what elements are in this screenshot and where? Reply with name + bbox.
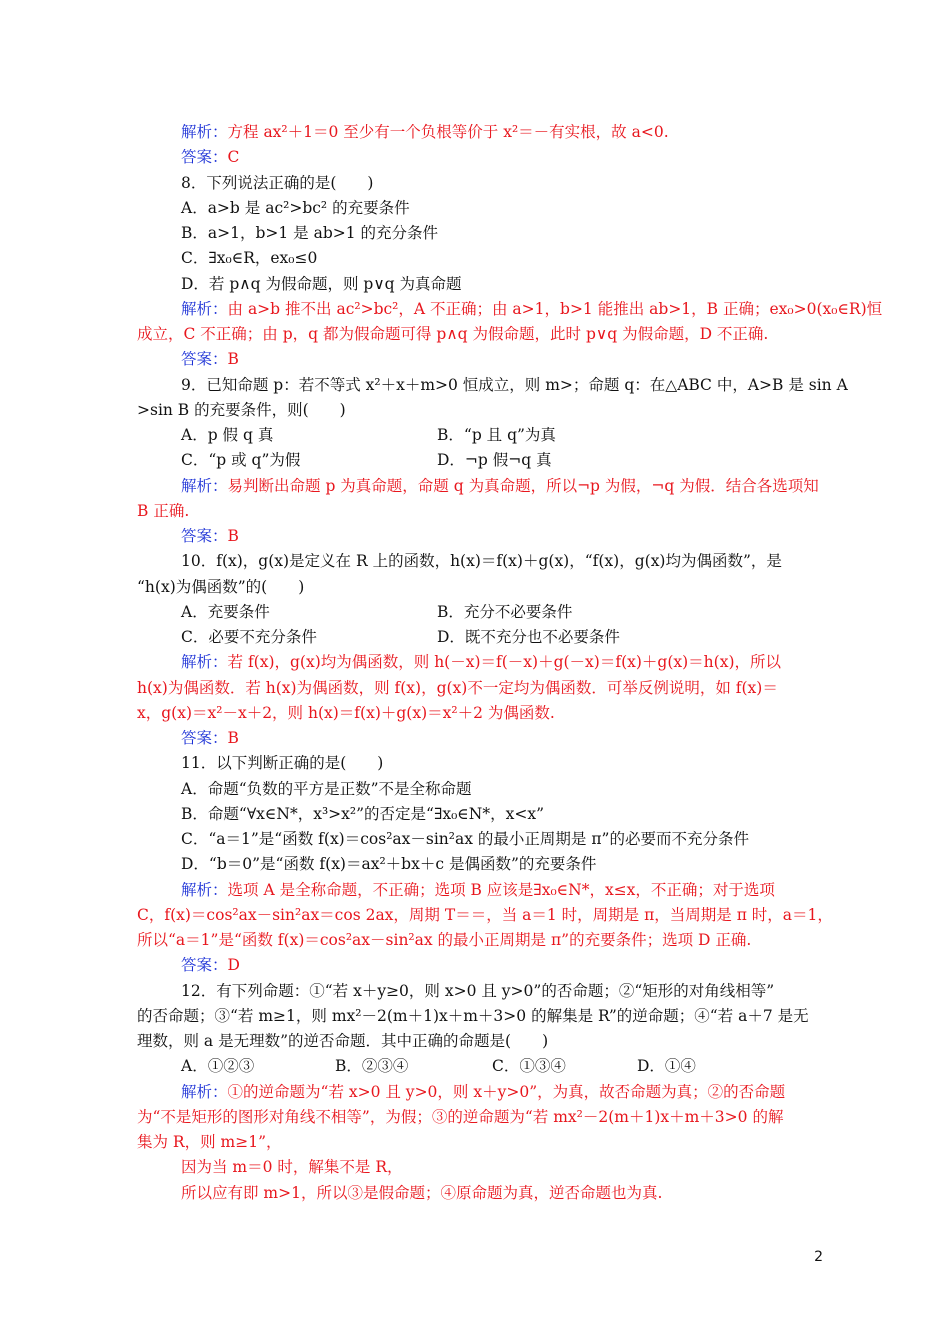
body-text: B．a>1，b>1 是 ab>1 的充分条件 bbox=[181, 224, 439, 242]
text-line bbox=[0, 398, 950, 423]
body-text: 为“不是矩形的图形对角线不相等”，为假；③的逆命题为“若 mx²－2(m＋1)x＋m＋3>0 的解 bbox=[137, 1107, 784, 1126]
body-text: 方程 ax²＋1＝0 至少有一个负根等价于 x²＝－有实根，故 a<0. bbox=[227, 123, 669, 141]
text-line bbox=[0, 524, 950, 549]
text-line bbox=[0, 474, 950, 499]
body-text: A．a>b 是 ac²>bc² 的充要条件 bbox=[181, 198, 410, 217]
text-line bbox=[0, 145, 950, 170]
text-line bbox=[0, 1004, 950, 1029]
text-line bbox=[0, 448, 950, 473]
option-choice: D．①④ bbox=[637, 1057, 696, 1076]
text-line bbox=[0, 322, 950, 347]
body-text: 8．下列说法正确的是( ) bbox=[181, 173, 374, 192]
label-text: 解析： bbox=[181, 653, 228, 672]
option-choice: D．既不充分也不必要条件 bbox=[437, 628, 620, 646]
label-text: 解析： bbox=[181, 299, 228, 318]
text-line bbox=[0, 171, 950, 196]
option-choice: D．¬p 假¬q 真 bbox=[437, 451, 552, 470]
body-text: 成立，C 不正确；由 p，q 都为假命题可得 p∧q 为假命题，此时 p∨q 为假命题，D 不正确. bbox=[137, 325, 769, 343]
text-line bbox=[0, 726, 950, 751]
body-text: ①的逆命题为“若 x>0 且 y>0，则 x＋y>0”，为真，故否命题为真；②的否命题 bbox=[227, 1082, 786, 1101]
body-text: 所以应有即 m>1，所以③是假命题；④原命题为真，逆否命题也为真. bbox=[181, 1183, 663, 1202]
text-line bbox=[0, 120, 950, 145]
text-line bbox=[0, 625, 950, 650]
body-text: 所以“a＝1”是“函数 f(x)＝cos²ax－sin²ax 的最小正周期是 π”的充要条件；选项 D 正确. bbox=[137, 931, 752, 949]
body-text: 的否命题；③“若 m≥1，则 mx²－2(m＋1)x＋m＋3>0 的解集是 R”的逆命题；④“若 a＋7 是无 bbox=[137, 1006, 809, 1025]
label-text: 答案： bbox=[181, 956, 228, 975]
text-line bbox=[0, 1130, 950, 1155]
text-line bbox=[0, 1029, 950, 1054]
body-text: 理数，则 a 是无理数”的逆否命题．其中正确的命题是( ) bbox=[137, 1032, 549, 1050]
text-line bbox=[0, 676, 950, 701]
text-line bbox=[0, 777, 950, 802]
option-choice: A．充要条件 bbox=[181, 602, 270, 621]
text-line bbox=[0, 246, 950, 271]
text-line bbox=[0, 1181, 950, 1206]
body-text: 由 a>b 推不出 ac²>bc²，A 不正确；由 a>1，b>1 能推出 ab>1，B 正确；ex₀>0(x₀∈R)恒 bbox=[227, 299, 883, 318]
body-text: 9．已知命题 p：若不等式 x²＋x＋m>0 恒成立，则 m>；命题 q：在△ABC 中，A>B 是 sin A bbox=[181, 375, 848, 394]
body-text: A．命题“负数的平方是正数”不是全称命题 bbox=[181, 779, 472, 798]
option-choice: B．②③④ bbox=[335, 1057, 409, 1076]
text-line bbox=[0, 903, 950, 928]
label-text: 解析： bbox=[181, 880, 228, 899]
body-text: B 正确. bbox=[137, 501, 190, 520]
text-line bbox=[0, 928, 950, 953]
body-text: 易判断出命题 p 为真命题，命题 q 为真命题，所以¬p 为假，¬q 为假．结合各选项知 bbox=[227, 476, 819, 495]
text-line bbox=[0, 751, 950, 776]
body-text: 集为 R，则 m≥1”， bbox=[137, 1133, 282, 1151]
text-line bbox=[0, 1155, 950, 1180]
body-text: B bbox=[227, 729, 239, 747]
option-choice: C．“p 或 q”为假 bbox=[181, 451, 301, 470]
body-text: D．若 p∧q 为假命题，则 p∨q 为真命题 bbox=[181, 274, 462, 293]
text-line bbox=[0, 827, 950, 852]
option-choice: B．充分不必要条件 bbox=[437, 602, 573, 621]
label-text: 解析： bbox=[181, 476, 228, 495]
text-line bbox=[0, 852, 950, 877]
page-number: 2 bbox=[814, 1249, 823, 1265]
text-line bbox=[0, 701, 950, 726]
text-line bbox=[0, 272, 950, 297]
label-text: 答案： bbox=[181, 350, 228, 369]
option-choice: A．①②③ bbox=[181, 1057, 255, 1076]
text-line bbox=[0, 1080, 950, 1105]
option-choice: A．p 假 q 真 bbox=[181, 426, 274, 444]
body-text: C．∃x₀∈R，ex₀≤0 bbox=[181, 249, 318, 268]
body-text: 12．有下列命题：①“若 x＋y≥0，则 x>0 且 y>0”的否命题；②“矩形的对角线相等” bbox=[181, 981, 775, 1000]
body-text: B．命题“∀x∈N*，x³>x²”的否定是“∃x₀∈N*，x<x” bbox=[181, 804, 544, 823]
body-text: B bbox=[227, 527, 239, 545]
text-line bbox=[0, 600, 950, 625]
label-text: 答案： bbox=[181, 527, 228, 545]
body-text: 11．以下判断正确的是( ) bbox=[181, 754, 384, 773]
text-line bbox=[0, 1054, 950, 1079]
label-text: 解析： bbox=[181, 1082, 228, 1101]
text-line bbox=[0, 221, 950, 246]
body-text: >sin B 的充要条件，则( ) bbox=[137, 400, 346, 419]
text-line bbox=[0, 549, 950, 574]
text-line bbox=[0, 953, 950, 978]
text-line bbox=[0, 499, 950, 524]
text-line bbox=[0, 196, 950, 221]
label-text: 解析： bbox=[181, 123, 228, 141]
text-line bbox=[0, 297, 950, 322]
body-text: C bbox=[227, 148, 240, 167]
text-line bbox=[0, 423, 950, 448]
body-text: 选项 A 是全称命题，不正确；选项 B 应该是∃x₀∈N*，x≤x，不正确；对于选项 bbox=[227, 880, 775, 899]
body-text: 因为当 m＝0 时，解集不是 R， bbox=[181, 1158, 403, 1177]
body-text: B bbox=[227, 350, 239, 369]
text-line bbox=[0, 650, 950, 675]
text-line bbox=[0, 1105, 950, 1130]
option-choice: C．必要不充分条件 bbox=[181, 628, 317, 646]
body-text: h(x)为偶函数．若 h(x)为偶函数，则 f(x)，g(x)不一定均为偶函数．可举反例说明，如 f(x)＝ bbox=[137, 678, 778, 697]
body-text: 10．f(x)，g(x)是定义在 R 上的函数，h(x)＝f(x)＋g(x)，“f(x)，g(x)均为偶函数”，是 bbox=[181, 552, 782, 571]
label-text: 答案： bbox=[181, 729, 228, 747]
text-line bbox=[0, 373, 950, 398]
text-line bbox=[0, 802, 950, 827]
label-text: 答案： bbox=[181, 148, 228, 167]
body-text: x，g(x)＝x²－x＋2，则 h(x)＝f(x)＋g(x)＝x²＋2 为偶函数. bbox=[137, 703, 555, 722]
option-choice: B．“p 且 q”为真 bbox=[437, 426, 556, 444]
text-line bbox=[0, 979, 950, 1004]
text-line bbox=[0, 878, 950, 903]
body-text: D bbox=[227, 956, 240, 975]
text-line bbox=[0, 575, 950, 600]
body-text: 若 f(x)，g(x)均为偶函数，则 h(－x)＝f(－x)＋g(－x)＝f(x)＋g(x)＝h(x)，所以 bbox=[227, 653, 781, 672]
option-choice: C．①③④ bbox=[492, 1057, 566, 1076]
body-text: C．“a＝1”是“函数 f(x)＝cos²ax－sin²ax 的最小正周期是 π”的必要而不充分条件 bbox=[181, 830, 749, 848]
body-text: C，f(x)＝cos²ax－sin²ax＝cos 2ax，周期 T＝＝，当 a＝1 时，周期是 π，当周期是 π 时，a＝1， bbox=[137, 905, 833, 924]
body-text: D．“b＝0”是“函数 f(x)＝ax²＋bx＋c 是偶函数”的充要条件 bbox=[181, 855, 597, 874]
text-line bbox=[0, 347, 950, 372]
body-text: “h(x)为偶函数”的( ) bbox=[137, 577, 305, 596]
